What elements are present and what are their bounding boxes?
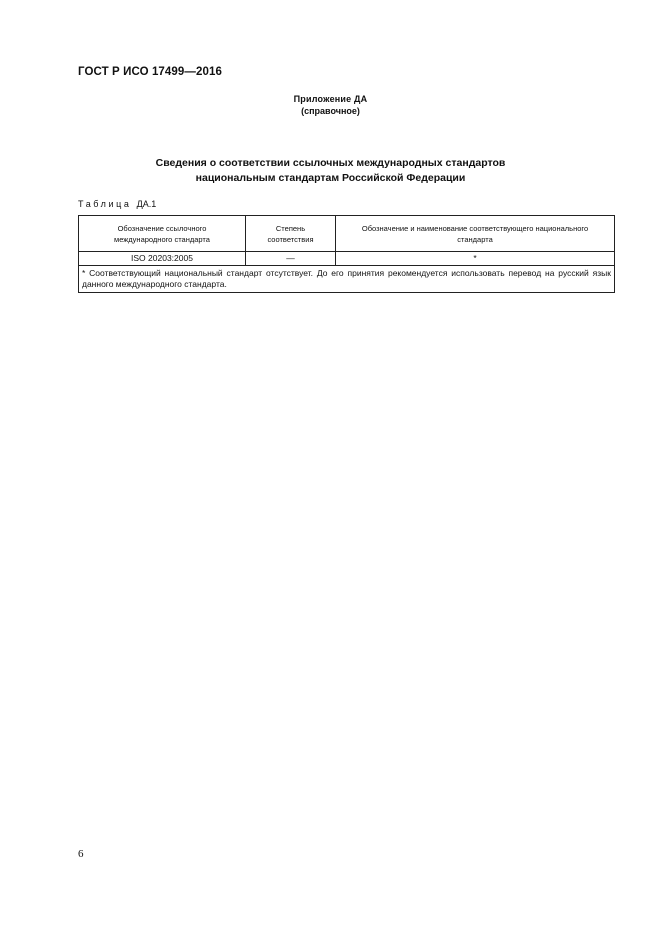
header-text: Обозначение и наименование соответствующего национального xyxy=(361,223,589,233)
table-row xyxy=(79,252,615,266)
cell-reference-standard: ISO 20203:2005 xyxy=(79,252,246,266)
table-header-row xyxy=(79,216,615,252)
annex-subtitle: (справочное) xyxy=(301,106,360,116)
table-caption xyxy=(78,199,156,209)
header-cell-degree xyxy=(246,216,336,252)
section-title-line-1: Сведения о соответствии ссылочных международных стандартов xyxy=(155,157,506,169)
annex-title: Приложение ДА xyxy=(293,94,368,104)
table-footnote-row xyxy=(79,266,615,293)
table-footnote: * Соответствующий национальный стандарт отсутствует. До его принятия рекомендуется использовать перевод на русский язык данного международного стандарта. xyxy=(79,266,615,293)
section-title-line-2: национальным стандартам Российской Федерации xyxy=(195,172,466,184)
cell-degree: — xyxy=(246,252,336,266)
document-code-header: ГОСТ Р ИСО 17499—2016 xyxy=(78,66,223,78)
annex-heading xyxy=(0,94,661,116)
header-cell-reference-standard xyxy=(79,216,246,252)
header-text: международного стандарта xyxy=(114,234,210,244)
header-text: Степень xyxy=(275,223,306,233)
table-caption-number: ДА.1 xyxy=(136,199,157,209)
header-text: Обозначение ссылочного xyxy=(117,223,207,233)
correspondence-table xyxy=(78,215,615,293)
header-text: соответствия xyxy=(267,234,314,244)
table-caption-word: Таблица xyxy=(78,199,132,209)
page-number: 6 xyxy=(78,848,84,860)
cell-national-standard: * xyxy=(336,252,615,266)
section-title xyxy=(0,156,661,186)
header-cell-national-standard xyxy=(336,216,615,252)
header-text: стандарта xyxy=(457,234,493,244)
